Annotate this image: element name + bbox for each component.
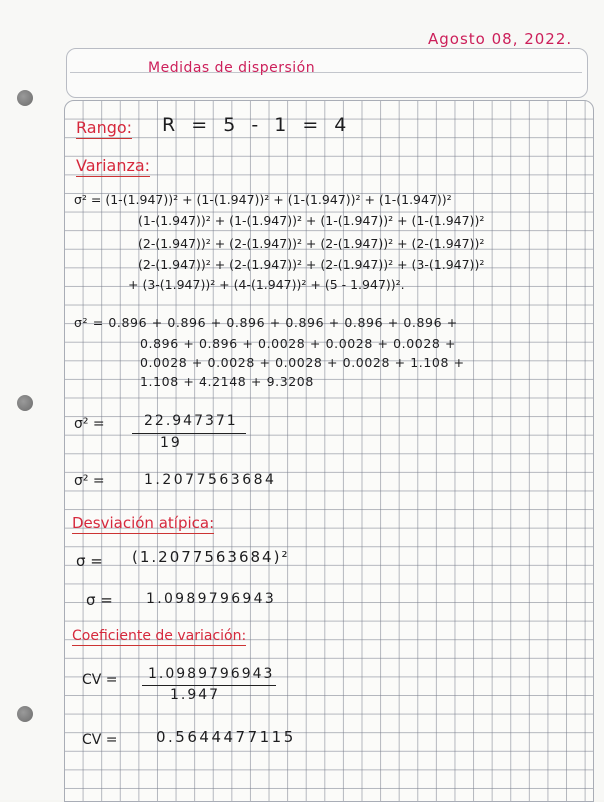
varianza-expr-line-1: σ² = (1-(1.947))² + (1-(1.947))² + (1-(1.947))² + (1-(1.947))² [74, 192, 452, 207]
fraction-bar [142, 685, 276, 686]
varianza-values-line-2: 0.896 + 0.896 + 0.0028 + 0.0028 + 0.0028 + [140, 336, 457, 351]
varianza-values-line-1: σ² = 0.896 + 0.896 + 0.896 + 0.896 + 0.896 + 0.896 + [74, 315, 458, 330]
rango-expression: R = 5 - 1 = 4 [162, 114, 352, 136]
fraction-bar [132, 433, 246, 434]
varianza-expr-line-2: (1-(1.947))² + (1-(1.947))² + (1-(1.947))² + (1-(1.947))² [138, 213, 485, 228]
varianza-expr-line-3: (2-(1.947))² + (2-(1.947))² + (2-(1.947))² + (2-(1.947))² [138, 236, 485, 251]
cv-label: CV = [82, 672, 118, 688]
header-divider [70, 72, 582, 73]
cv-denominator: 1.947 [170, 687, 221, 703]
page-title: Medidas de dispersión [148, 60, 316, 76]
varianza-heading: Varianza: [76, 156, 151, 175]
varianza-values-line-4: 1.108 + 4.2148 + 9.3208 [140, 374, 314, 389]
binder-hole-icon [17, 395, 33, 411]
varianza-expr-line-4: (2-(1.947))² + (2-(1.947))² + (2-(1.947))² + (3-(1.947))² [138, 257, 485, 272]
coeficiente-heading: Coeficiente de variación: [72, 628, 247, 644]
varianza-expr-line-5: + (3-(1.947))² + (4-(1.947))² + (5 - 1.947))². [128, 277, 405, 292]
desviacion-value-2: 1.0989796943 [146, 591, 277, 607]
varianza-values-line-3: 0.0028 + 0.0028 + 0.0028 + 0.0028 + 1.108 + [140, 355, 465, 370]
varianza-denominator: 19 [160, 435, 182, 451]
desviacion-label-2: σ = [86, 591, 113, 609]
date-text: Agosto 08, 2022. [428, 30, 573, 48]
desviacion-heading: Desviación atípica: [72, 514, 215, 532]
cv-numerator: 1.0989796943 [148, 666, 275, 682]
desviacion-label-1: σ = [76, 552, 103, 570]
cv-result-label: CV = [82, 732, 118, 748]
rango-heading: Rango: [76, 118, 133, 137]
cv-result: 0.5644477115 [156, 728, 296, 746]
varianza-numerator: 22.947371 [144, 413, 238, 429]
binder-hole-icon [17, 706, 33, 722]
varianza-result: 1.2077563684 [144, 472, 277, 488]
binder-hole-icon [17, 90, 33, 106]
varianza-fraction-label: σ² = [74, 416, 105, 432]
desviacion-value-1: (1.2077563684)² [132, 548, 290, 566]
header-box [66, 48, 588, 98]
varianza-result-label: σ² = [74, 473, 105, 489]
